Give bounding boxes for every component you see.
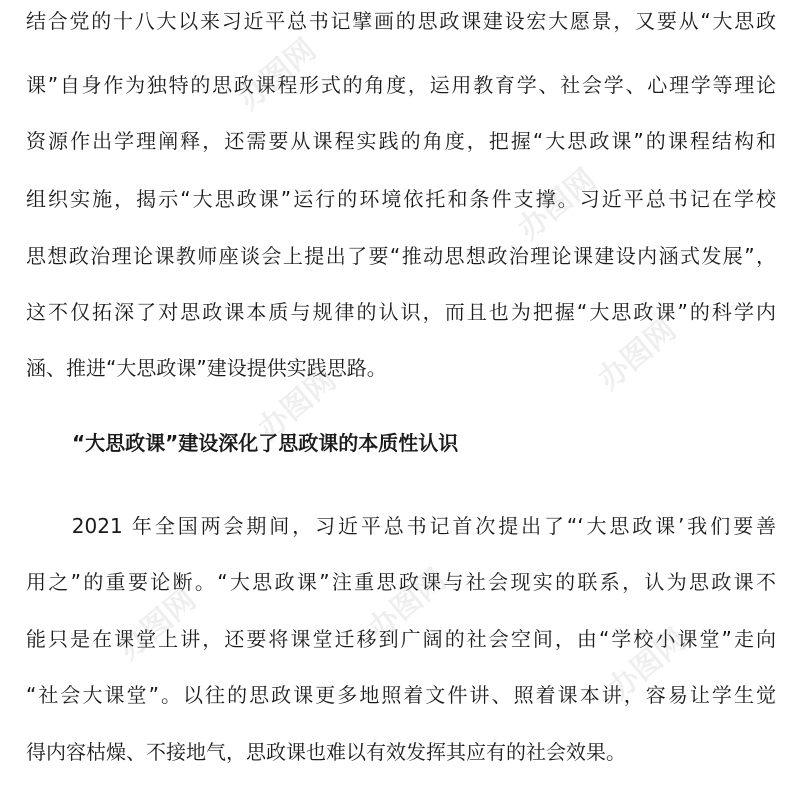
- paragraph-1-line-6: 这不仅拓深了对思政课本质与规律的认识，而且也为把握“大思政课”的科学内: [26, 300, 776, 324]
- watermark: 办图网: [591, 312, 683, 398]
- watermark: 办图网: [361, 562, 453, 648]
- watermark: 办图网: [231, 32, 323, 118]
- section-heading: “大思政课”建设深化了思政课的本质性认识: [72, 431, 459, 455]
- watermark: 办图网: [601, 622, 693, 708]
- paragraph-1-line-3: 资源作出学理阐释，还需要从课程实践的角度，把握“大思政课”的课程结构和: [26, 129, 776, 153]
- paragraph-2-line-5: 得内容枯燥、不接地气，思政课也难以有效发挥其应有的社会效果。: [26, 740, 626, 764]
- paragraph-2-line-4: “社会大课堂”。以往的思政课更多地照着文件讲、照着课本讲，容易让学生觉: [26, 683, 776, 707]
- paragraph-2-line-1: 2021 年全国两会期间，习近平总书记首次提出了“‘大思政课’我们要善: [26, 514, 776, 538]
- paragraph-1-line-1: 结合党的十八大以来习近平总书记擘画的思政课建设宏大愿景，又要从“大思政: [26, 9, 776, 33]
- paragraph-1-line-2: 课”自身作为独特的思政课程形式的角度，运用教育学、社会学、心理学等理论: [26, 73, 776, 97]
- paragraph-1-line-7: 涵、推进“大思政课”建设提供实践思路。: [26, 356, 387, 380]
- watermark: 办图网: [111, 582, 203, 668]
- watermark: 办图网: [251, 362, 343, 448]
- paragraph-2-line-2: 用之”的重要论断。“大思政课”注重思政课与社会现实的联系，认为思政课不: [26, 570, 776, 594]
- paragraph-1-line-5: 思想政治理论课教师座谈会上提出了要“推动思想政治理论课建设内涵式发展”，: [26, 244, 776, 268]
- paragraph-1-line-4: 组织实施，揭示“大思政课”运行的环境依托和条件支撑。习近平总书记在学校: [26, 187, 776, 211]
- watermark: 办图网: [511, 162, 603, 248]
- paragraph-2-line-3: 能只是在课堂上讲，还要将课堂迁移到广阔的社会空间，由“学校小课堂”走向: [26, 627, 776, 651]
